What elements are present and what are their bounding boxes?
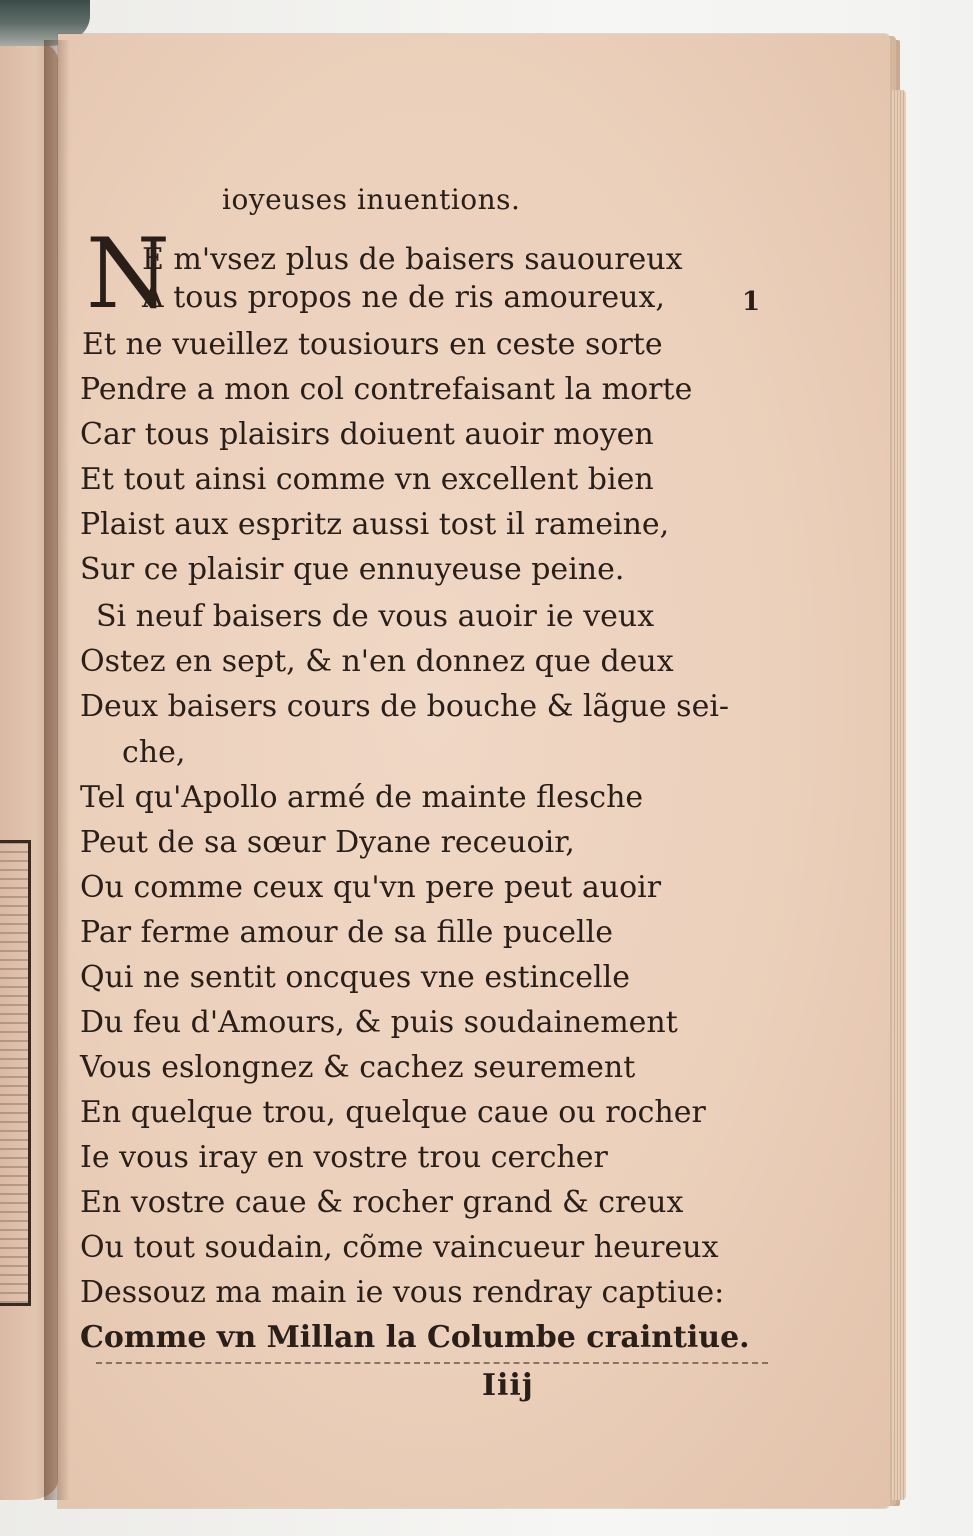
poem-line: E m'vsez plus de baisers sauoureux [142, 242, 683, 277]
poem-line: Ie vous iray en vostre trou cercher [80, 1140, 608, 1175]
poem-line: Ostez en sept, & n'en donnez que deux [80, 644, 674, 679]
poem-line: En vostre caue & rocher grand & creux [80, 1185, 684, 1220]
poem-line: Peut de sa sœur Dyane receuoir, [80, 825, 575, 860]
poem-line: Deux baisers cours de bouche & lãgue sei- [80, 689, 730, 724]
page-bottom-rule [96, 1362, 768, 1364]
poem-line: Vous eslongnez & cachez seurement [80, 1050, 636, 1085]
poem-line: che, [122, 735, 186, 770]
poem-line: Pendre a mon col contrefaisant la morte [80, 372, 693, 407]
poem-line: Qui ne sentit oncques vne estincelle [80, 960, 630, 995]
gutter-shadow [44, 40, 70, 1500]
poem-line: Sur ce plaisir que ennuyeuse peine. [80, 552, 625, 587]
poem-line: Et ne vueillez tousiours en ceste sorte [82, 327, 663, 362]
poem-line: Car tous plaisirs doiuent auoir moyen [80, 417, 654, 452]
running-head: ioyeuses inuentions. [222, 183, 521, 216]
poem-line: Ou comme ceux qu'vn pere peut auoir [80, 870, 662, 905]
poem-line: Plaist aux espritz aussi tost il rameine, [80, 507, 670, 542]
marginal-mark: 1 [742, 287, 761, 317]
poem-line: Tel qu'Apollo armé de mainte flesche [80, 780, 644, 815]
poem-line: Si neuf baisers de vous auoir ie veux [96, 599, 655, 634]
poem-line-last: Comme vn Millan la Columbe craintiue. [80, 1320, 750, 1355]
signature-catchword: Iiij [482, 1368, 534, 1403]
poem-line: A tous propos ne de ris amoureux, [142, 280, 665, 315]
poem-line: Et tout ainsi comme vn excellent bien [80, 462, 654, 497]
poem-line: Ou tout soudain, cõme vaincueur heureux [80, 1230, 719, 1265]
poem-line: Du feu d'Amours, & puis soudainement [80, 1005, 678, 1040]
poem-line: En quelque trou, quelque caue ou rocher [80, 1095, 706, 1130]
woodcut-illustration-fragment [0, 840, 31, 1306]
poem-line: Dessouz ma main ie vous rendray captiue: [80, 1275, 725, 1310]
drop-cap-initial: N [86, 218, 170, 330]
poem-line: Par ferme amour de sa fille pucelle [80, 915, 613, 950]
